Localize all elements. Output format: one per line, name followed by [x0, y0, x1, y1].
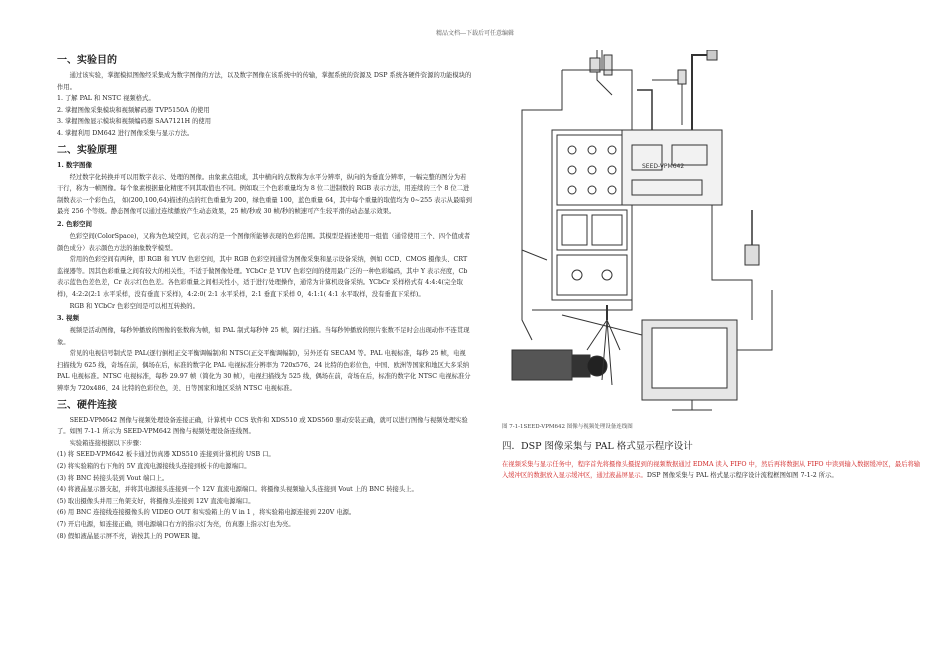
step-item: (2) 将实验箱的右下角的 5V 直流电源接线头连接到板卡的电源端口。	[57, 463, 251, 471]
paragraph: RGB 和 YCbCr 色彩空间是可以相互转换的。	[69, 302, 199, 310]
figure-caption: 图 7-1-1SEED-VPM642 图像与视频处理设备连线图	[502, 424, 633, 430]
section-4-title: 四．DSP 图像采集与 PAL 格式显示程序设计	[502, 440, 693, 452]
paragraph: 实验箱连接根据以下步骤：	[69, 439, 146, 447]
objective-item: 1. 了解 PAL 和 NSTC 视频格式。	[57, 95, 155, 103]
highlighted-text: 在视频采集与显示任务中，程序首先将摄像头摄捉到的视频数据通过 EDMA 读入 FIFO 中，然后再将数据从 FIFO 中读到输入数据缓冲区，最后将输入缓冲区的数据放入显示缓冲区，通过液晶屏显示。	[502, 460, 921, 480]
section-4-body	[502, 459, 922, 482]
paragraph: 常用的色彩空间有两种，即 RGB 和 YUV 色彩空间，其中 RGB 色彩空间通常为图像采集和显示设备采纳，例如 CCD、CMOS 摄像头、CRT 监视器等。因其色彩重量之间有较大的相关性，不适于做图像处理。YCbCr 是 YUV 色彩空间的使用最广泛的一种色彩编码，其中 Y 表示亮度，Cb 表示蓝色色差色差，Cr 表示红色色差。各色彩重量之间相关性小，适于进行处理操作，通常为计算机设备采纳。YCbCr 采样格式有 4:4:4(完全取样)，4:2:2(2:1 水平采样，没有垂直下采样)，4:2:0( 2:1 水平采样，2:1 垂直下采样 0，4:1:1( 4:1 水平取样，没有垂直下采样)。	[57, 256, 468, 298]
board-label: SEED-VPM642	[642, 163, 685, 170]
objective-item: 3. 掌握图像显示模块和视频编码器 SAA7121H 的使用	[57, 118, 211, 126]
paragraph: 色彩空间(ColorSpace)，又称为色域空间，它表示的是一个图像所能够表现的色彩范围。其模型是描述使用一组值（通常使用三个、四个值或者颜色成分）表示颜色方法的抽象数学模型。	[57, 232, 471, 252]
normal-text: DSP 图像采集与 PAL 格式显示程序设计流程框图如图 7-1-2 所示。	[646, 472, 838, 480]
connection-diagram	[502, 50, 822, 420]
paragraph: SEED-VPM642 图像与视频处理设备连接正确，计算机中 CCS 软件和 XDS510 或 XDS560 驱动安装正确，就可以进行图像与视频处理实验了。如图 7-1-1 所示为 SEED-VPM642 图像与视频处理设备连线图。	[57, 416, 468, 436]
section-1-title: 一、实验目的	[57, 55, 117, 66]
subsection-color-space: 2. 色彩空间	[57, 219, 93, 228]
step-item: (1) 将 SEED-VPM642 板卡通过仿真器 XDS510 连接到计算机的 USB 口。	[57, 451, 275, 459]
section-3-title: 三、硬件连接	[57, 399, 117, 411]
objective-item: 4. 掌握利用 DM642 进行图像采集与显示方法。	[57, 129, 194, 137]
step-item: (8) 假如液晶显示屏不亮，请按其上的 POWER 键。	[57, 532, 205, 540]
step-item: (6) 用 BNC 连接线连接摄像头的 VIDEO OUT 和实验箱上的 V in 1 ，将实验箱电源连接到 220V 电源。	[57, 509, 356, 517]
paragraph: 经过数字化转换并可以用数字表示、处理的图像。由象素点组成，其中横向的点数称为水平分辨率，纵向的为垂直分辨率，一幅完整的图分为若干行，称为一帧图像。每个象素根据量化精度不同其取值也不同。例如取三个色彩重量均为 8 位二进制数的 RGB 表示方法，用连续的三个 8 位二进制数表示一个彩色点， 如(200,100,64)描述的点的红色重量为 200，绿色重量 100，蓝色重量 64，其中每个重量的取值均为 0~255 表示从最暗到最亮 256 个等级。静态图像可以通过连续播放产生动态效果，25 帧/秒或 30 帧/秒的帧速可产生较平滑的动态显示效果。	[57, 173, 472, 216]
step-item: (4) 将液晶显示器支起，并将其电源接头连接到一个 12V 直流电源端口。将摄像头视频输入头连接到 Vout 上的 BNC 转接头上。	[57, 486, 418, 494]
right-column	[502, 50, 922, 488]
section-2-title: 二、实验原理	[57, 144, 117, 156]
step-item: (7) 开启电源，如连接正确，则电源端口右方的指示灯为亮，仿真器上指示灯也为亮。	[57, 521, 295, 528]
subsection-digital-image: 1. 数字图像	[57, 160, 93, 169]
step-item: (3) 将 BNC 转接头装到 Vout 端口上。	[57, 474, 169, 482]
subsection-video: 3. 视频	[57, 314, 80, 323]
step-item: (5) 取出摄像头并用三角架支好，将摄像头连接到 12V 直流电源端口。	[57, 497, 255, 505]
paragraph: 视频是活动图像，每秒钟播放的图像的张数称为帧，如 PAL 制式每秒钟 25 帧，隔行扫描。当每秒钟播放的照片张数不足时会出现动作不连贯现象。	[57, 327, 470, 346]
objective-item: 2. 掌握图像采集模块和视频解码器 TVP5150A 的使用	[57, 106, 210, 114]
left-column	[57, 50, 472, 542]
connection-diagram-svg	[502, 50, 822, 420]
paragraph: 常见的电视信号制式是 PAL(逐行倒相正交平衡调幅制)和 NTSC(正交平衡调幅制)，另外还有 SECAM 等。PAL 电视标准，每秒 25 帧，电视扫描线为 625 线，奇场在前，偶场在后，标准的数字化 PAL 电视标准分辨率为 720x576、24 比特的色彩位色，中国、欧洲等国家和地区大多采纳 PAL 电视标准。NTSC 电视标准，每秒 29.97 帧（简化为 30 帧），电视扫描线为 525 线，偶场在前，奇场在后，标准的数字化 NTSC 电视标准分辨率为 720x486、24 比特的色彩位色，美、日等国家和地区采纳 NTSC 电视标准。	[57, 350, 471, 393]
page-header: 精品文档---下载后可任意编辑	[435, 30, 515, 37]
section-1-intro: 通过该实验，掌握模拟图像经采集成为数字图像的方法，以及数字图像在该系统中的传输，掌握系统的资源及 DSP 系统各硬件资源的功能模块的作用。	[57, 72, 472, 91]
